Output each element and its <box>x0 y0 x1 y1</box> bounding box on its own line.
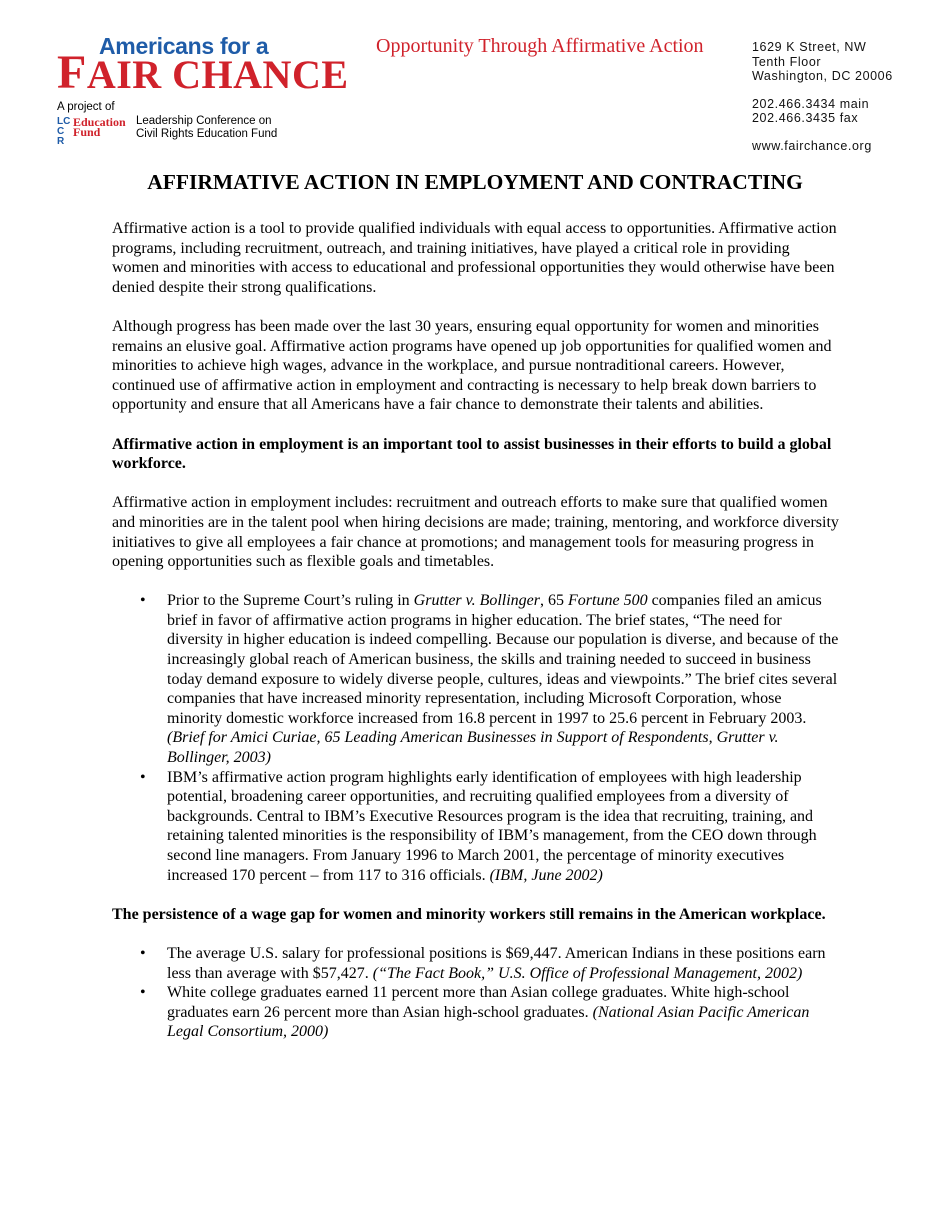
bullet-text: Prior to the Supreme Court’s ruling in <box>167 592 414 610</box>
list-item <box>112 983 840 1042</box>
bullet-icon: • <box>140 768 146 786</box>
lccr-name-line-1: Leadership Conference on <box>136 115 272 127</box>
list-item <box>112 944 840 983</box>
logo-main-rest: AIR CHANCE <box>86 52 349 97</box>
employment-paragraph: Affirmative action in employment includes: recruitment and outreach efforts to make sure that qualified women and minorities are in the talent pool when hiring decisions are made; training, mentoring, and workforce diversity initiatives to give all employees a fair chance at promotions; and management tools for measuring progress in opening opportunities such as flexible goals and timetables. <box>112 494 839 571</box>
document-title: AFFIRMATIVE ACTION IN EMPLOYMENT AND CONTRACTING <box>147 170 803 194</box>
phone-fax: 202.466.3435 fax <box>752 111 859 125</box>
project-of-label: A project of <box>57 101 115 113</box>
wage-gap-bullet-list <box>112 944 840 1042</box>
bullet-text: The average U.S. salary for professional positions is $69,447. American Indians in these positions earn less than average with $57,427. <box>167 944 826 982</box>
citation: (“The Fact Book,” U.S. Office of Professional Management, 2002) <box>372 964 803 982</box>
logo-initial: F <box>57 46 87 99</box>
lccr-logo-mark: LC CR <box>57 116 71 147</box>
bullet-text: , 65 <box>540 592 569 610</box>
citation: (National Asian Pacific American Legal Consortium, 2000) <box>167 1003 810 1041</box>
address-line-2: Tenth Floor <box>752 54 822 69</box>
bullet-text: White college graduates earned 11 percent more than Asian college graduates. White high-school graduates earn 26 percent more than Asian high-school graduates. <box>167 984 790 1021</box>
document-body <box>112 219 840 1062</box>
lccr-logo-text <box>73 117 126 137</box>
case-name: Grutter v. Bollinger <box>413 592 541 610</box>
citation: (Brief for Amici Curiae, 65 Leading American Businesses in Support of Respondents, Grutter v. Bollinger, 2003) <box>167 729 779 767</box>
bullet-icon: • <box>140 592 146 610</box>
list-item <box>112 591 840 767</box>
logo-top-line: Americans for a <box>99 33 269 59</box>
fortune-500: Fortune 500 <box>568 592 648 610</box>
progress-paragraph: Although progress has been made over the last 30 years, ensuring equal opportunity for women and minorities remains an elusive goal. Affirmative action programs have opened up job opportunities for qualified women and minorities to achieve high wages, advance in the workplace, and pursue nontraditional careers. However, continued use of affirmative action in employment and contracting is necessary to help break down barriers to opportunity and ensure that all Americans have a fair chance to demonstrate their talents and abilities. <box>112 317 832 414</box>
lccr-name-line-2: Civil Rights Education Fund <box>136 128 278 140</box>
bullet-text: IBM’s affirmative action program highlights early identification of employees with high leadership potential, broadening career opportunities, and recruiting qualified employees from a diversity of backgrounds. Central to IBM’s Executive Resources program is the idea that recruiting, training, and retaining talented minorities is the responsibility of IBM’s management, from the CEO down through second line managers. From January 1996 to March 2001, the percentage of minority executives increased 170 percent – from 117 to 316 officials. <box>167 768 817 884</box>
tagline: Opportunity Through Affirmative Action <box>376 35 704 57</box>
intro-paragraph: Affirmative action is a tool to provide qualified individuals with equal access to opportunities. Affirmative action programs, including recruitment, outreach, and training initiatives, have played a critical role in providing women and minorities with access to educational and professional opportunities they would otherwise have been denied despite their strong qualifications. <box>112 220 837 296</box>
bullet-text: companies filed an amicus brief in favor of affirmative action programs in higher education. The brief states, “The need for diversity in higher education is indeed compelling. Because our population is diverse, and because of the increasingly global reach of American business, the skills and training needed to succeed in business today demand exposure to widely diverse people, cultures, ideas and viewpoints.” The brief cites several companies that have increased minority representation, including Microsoft Corporation, whose minority domestic workforce increased from 16.8 percent in 1997 to 25.6 percent in February 2003. <box>167 592 839 727</box>
lccr-logo-line-1: Education <box>73 115 126 129</box>
employment-bullet-list <box>112 591 840 885</box>
address-line-3: Washington, DC 20006 <box>752 69 893 83</box>
bullet-icon: • <box>140 944 146 962</box>
contact-block <box>752 40 893 153</box>
citation: (IBM, June 2002) <box>489 866 603 884</box>
address-line-1: 1629 K Street, NW <box>752 40 867 54</box>
section-heading-wage-gap: The persistence of a wage gap for women and minority workers still remains in the American workplace. <box>112 905 826 923</box>
list-item <box>112 768 840 886</box>
phone-main: 202.466.3434 main <box>752 96 870 111</box>
section-heading-employment: Affirmative action in employment is an important tool to assist businesses in their efforts to build a global workforce. <box>112 435 832 473</box>
bullet-icon: • <box>140 984 146 1002</box>
lccr-logo-line-2: Fund <box>73 125 101 139</box>
lccr-name <box>136 115 277 141</box>
website-link[interactable]: www.fairchance.org <box>752 138 872 153</box>
